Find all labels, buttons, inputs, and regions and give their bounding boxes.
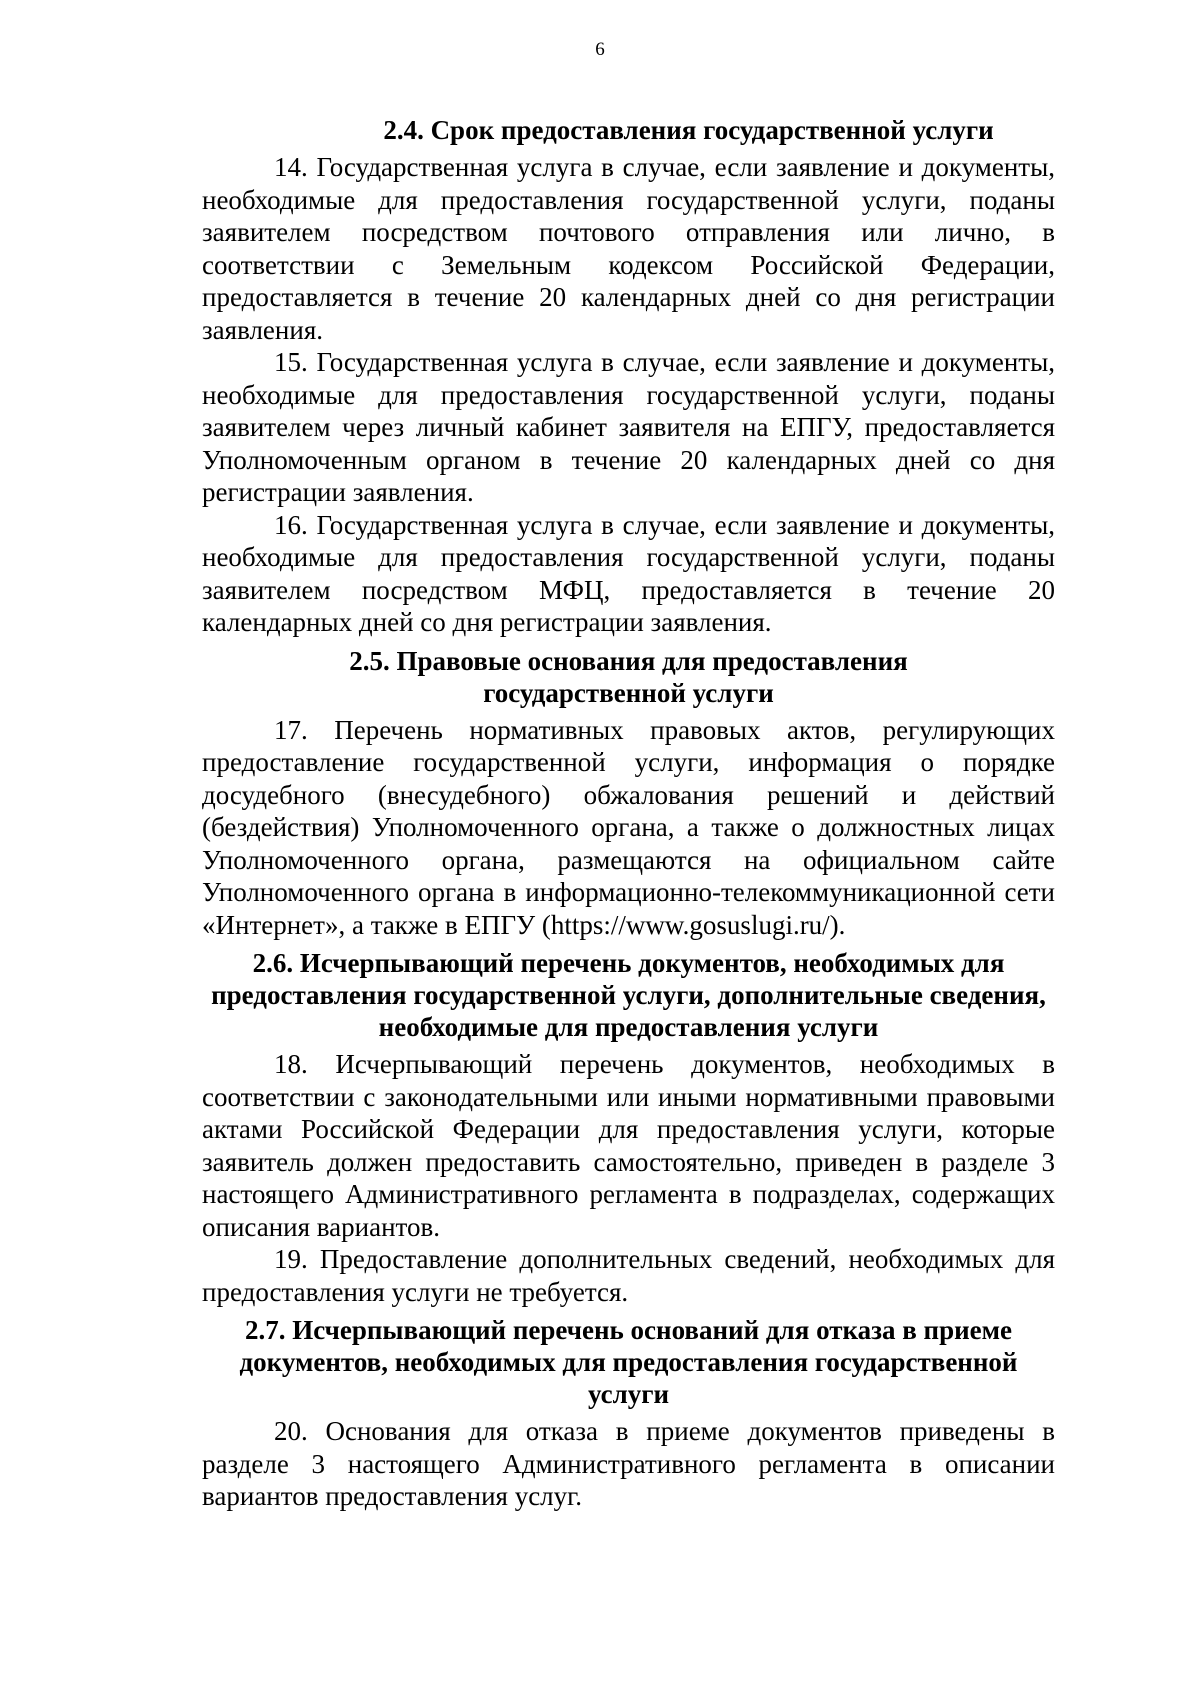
paragraph-17: 17. Перечень нормативных правовых актов, регулирующих предоставление государственной услуги, информация о порядке досудебного (внесудебного) обжалования решений и действий (бездействия) Уполномоченного органа, а также о должностных лицах Уполномоченного органа, размещаются на официальном сайте Уполномоченного органа в информационно-телекоммуникационной сети «Интернет», а также в ЕПГУ (https://www.gosuslugi.ru/). [202,714,1055,940]
paragraph-15: 15. Государственная услуга в случае, если заявление и документы, необходимые для предоставления государственной услуги, поданы заявителем через личный кабинет заявителя на ЕПГУ, предоставляется Уполномоченным органом в течение 20 календарных дней со дня регистрации заявления. [202,347,1055,507]
section-2-6-heading-line-2: предоставления государственной услуги, дополнительные сведения, [211,980,1046,1010]
section-2-6-heading-line-3: необходимые для предоставления услуги [378,1012,879,1042]
paragraph-20: 20. Основания для отказа в приеме документов приведены в разделе 3 настоящего Административного регламента в описании вариантов предоставления услуг. [202,1416,1055,1511]
section-2-5-heading-line-1: 2.5. Правовые основания для предоставления [349,645,908,676]
paragraph-19: 19. Предоставление дополнительных сведений, необходимых для предоставления услуги не требуется. [202,1244,1055,1307]
section-2-7-heading [202,1314,1055,1410]
section-2-5-heading [202,645,1055,709]
paragraph-18: 18. Исчерпывающий перечень документов, необходимых в соответствии с законодательными или иными нормативными правовыми актами Российской Федерации для предоставления услуги, которые заявитель должен предоставить самостоятельно, приведен в разделе 3 настоящего Административного регламента в подразделах, содержащих описания вариантов. [202,1049,1055,1242]
section-2-7-heading-line-1: 2.7. Исчерпывающий перечень оснований для отказа в приеме [244,1315,1013,1345]
page-number: 6 [595,39,605,60]
section-2-6-heading-line-1: 2.6. Исчерпывающий перечень документов, необходимых для [252,948,1005,978]
section-2-5-heading-line-2: государственной услуги [483,677,774,708]
section-2-4-heading: 2.4. Срок предоставления государственной услуги [383,115,994,145]
paragraph-16: 16. Государственная услуга в случае, если заявление и документы, необходимые для предоставления государственной услуги, поданы заявителем посредством МФЦ, предоставляется в течение 20 календарных дней со дня регистрации заявления. [202,509,1055,637]
section-2-6-heading [202,947,1055,1043]
section-2-7-heading-line-2: документов, необходимых для предоставления государственной услуги [239,1347,1018,1409]
paragraph-14: 14. Государственная услуга в случае, если заявление и документы, необходимые для предоставления государственной услуги, поданы заявителем посредством почтового отправления или лично, в соответствии с Земельным кодексом Российской Федерации, предоставляется в течение 20 календарных дней со дня регистрации заявления. [202,152,1055,345]
